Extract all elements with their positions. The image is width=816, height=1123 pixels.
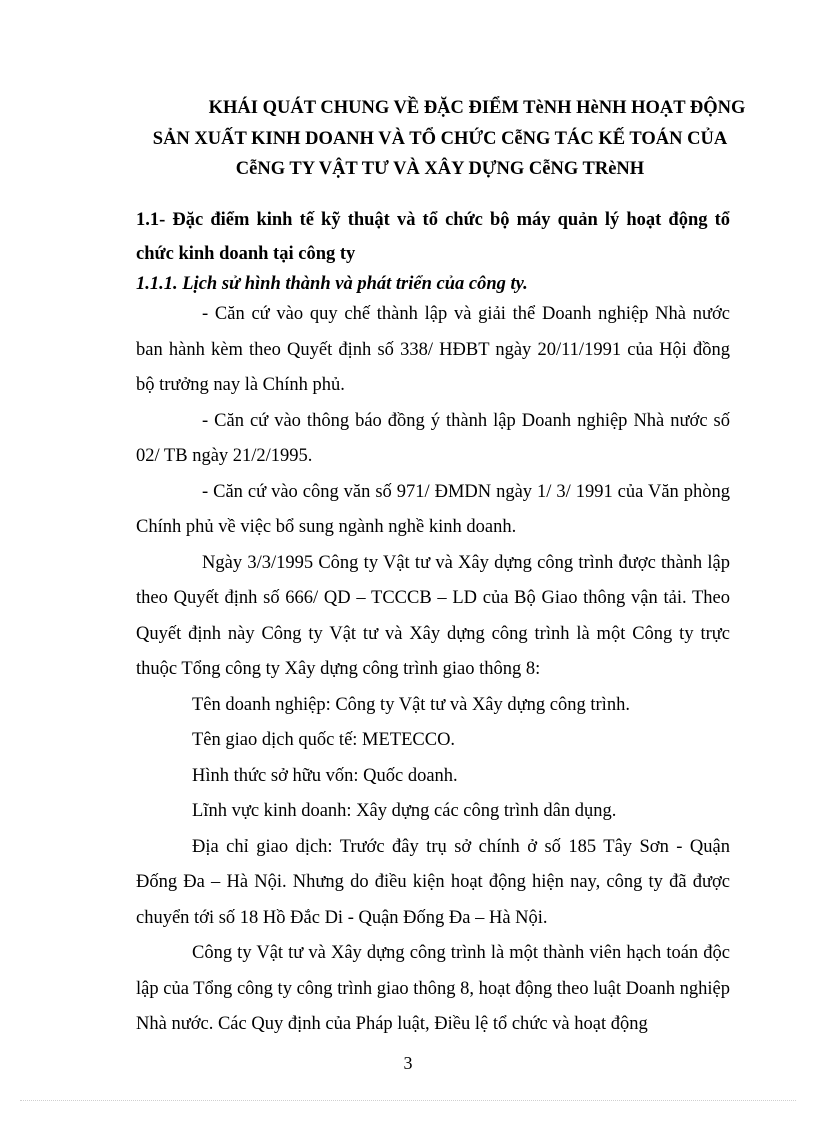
footer-divider [20,1100,796,1101]
trade-name-line: Tên giao dịch quốc tế: METECCO. [192,730,456,750]
title-line-1: KHÁI QUÁT CHUNG VỀ ĐẶC ĐIỂM TèNH HèNH HOẠT ĐỘNG [208,98,746,118]
subsection-heading: 1.1.1. Lịch sử hình thành và phát triển của công ty. [136,274,528,294]
page-number: 3 [403,1053,413,1073]
document-title [120,93,760,185]
document-body [136,203,730,1043]
paragraph: Ngày 3/3/1995 Công ty Vật tư và Xây dựng công trình được thành lập theo Quyết định số 666/ QD – TCCCB – LD của Bộ Giao thông vận tải. Theo Quyết định này Công ty Vật tư và Xây dựng công trình là một Công ty trực thuộc Tổng công ty Xây dựng công trình giao thông 8: [136,552,730,679]
address-paragraph: Địa chỉ giao dịch: Trước đây trụ sở chính ở số 185 Tây Sơn - Quận Đống Đa – Hà Nội. Nhưng do điều kiện hoạt động hiện nay, công ty đã được chuyển tới số 18 Hồ Đắc Di - Quận Đống Đa – Hà Nội. [136,836,730,928]
business-field-line: Lĩnh vực kinh doanh: Xây dựng các công trình dân dụng. [192,801,617,821]
title-line-3: CễNG TY VẬT TƯ VÀ XÂY DỰNG CễNG TRèNH [235,159,645,179]
ownership-line: Hình thức sở hữu vốn: Quốc doanh. [192,765,458,786]
paragraph: - Căn cứ vào quy chế thành lập và giải thể Doanh nghiệp Nhà nước ban hành kèm theo Quyết định số 338/ HĐBT ngày 20/11/1991 của Hội đồng bộ trưởng nay là Chính phủ. [136,304,730,395]
company-name-line: Tên doanh nghiệp: Công ty Vật tư và Xây dựng công trình. [192,694,630,715]
title-line-2: SẢN XUẤT KINH DOANH VÀ TỔ CHỨC CễNG TÁC KẾ TOÁN CỦA [152,128,728,149]
paragraph: - Căn cứ vào thông báo đồng ý thành lập Doanh nghiệp Nhà nước số 02/ TB ngày 21/2/1995. [136,410,730,466]
section-heading: 1.1- Đặc điểm kinh tế kỹ thuật và tổ chức bộ máy quản lý hoạt động tổ chức kinh doanh tại công ty [136,210,730,264]
paragraph: - Căn cứ vào công văn số 971/ ĐMDN ngày 1/ 3/ 1991 của Văn phòng Chính phủ về việc bổ sung ngành nghề kinh doanh. [136,481,730,537]
paragraph: Công ty Vật tư và Xây dựng công trình là một thành viên hạch toán độc lập của Tổng công ty công trình giao thông 8, hoạt động theo luật Doanh nghiệp Nhà nước. Các Quy định của Pháp luật, Điều lệ tổ chức và hoạt động [136,943,730,1034]
